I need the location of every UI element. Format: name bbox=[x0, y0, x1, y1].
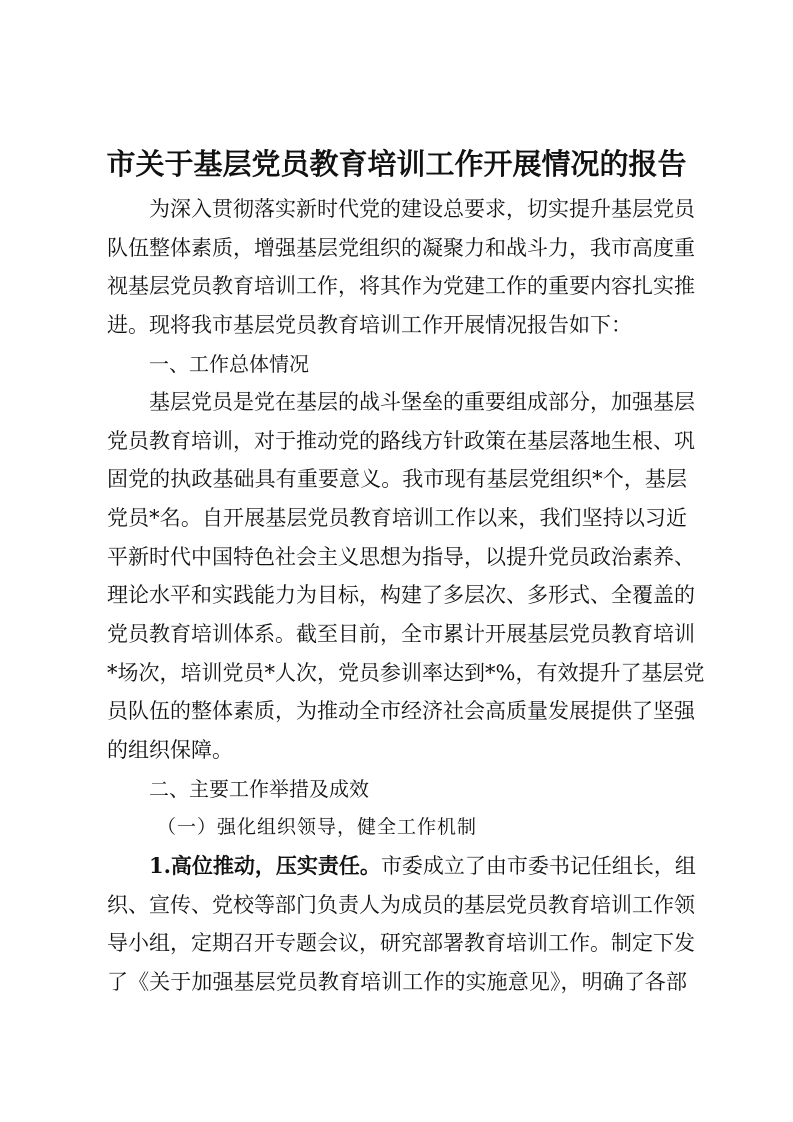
section1-line: 基层党员是党在基层的战斗堡垒的重要组成部分，加强基层 bbox=[149, 390, 695, 415]
intro-line: 视基层党员教育培训工作，将其作为党建工作的重要内容扎实推 bbox=[107, 274, 695, 299]
section1-line: 党员教育培训，对于推动党的路线方针政策在基层落地生根、巩 bbox=[107, 428, 695, 453]
subsection-heading: （一）强化组织领导，健全工作机制 bbox=[157, 816, 478, 839]
intro-line: 进。现将我市基层党员教育培训工作开展情况报告如下： bbox=[107, 312, 632, 337]
item-line: 织、宣传、党校等部门负责人为成员的基层党员教育培训工作领 bbox=[107, 892, 695, 917]
item-first-text: 市委成立了由市委书记任组长，组 bbox=[380, 853, 696, 878]
section1-line: 党员*名。自开展基层党员教育培训工作以来，我们坚持以习近 bbox=[107, 506, 687, 531]
section1-line: 固党的执政基础具有重要意义。我市现有基层党组织*个，基层 bbox=[107, 467, 687, 492]
section1-line: 员队伍的整体素质，为推动全市经济社会高质量发展提供了坚强 bbox=[107, 699, 695, 724]
item-line: 导小组，定期召开专题会议，研究部署教育培训工作。制定下发 bbox=[107, 931, 695, 956]
item-lead-text: 1.高位推动，压实责任。 bbox=[149, 852, 381, 878]
section1-line: 的组织保障。 bbox=[107, 737, 233, 762]
item-line: 了《关于加强基层党员教育培训工作的实施意见》，明确了各部 bbox=[107, 969, 687, 994]
item-line bbox=[107, 847, 696, 886]
section-heading-measures: 二、主要工作举措及成效 bbox=[149, 776, 369, 801]
section-heading-overall: 一、工作总体情况 bbox=[149, 351, 309, 376]
section1-line: 理论水平和实践能力为目标，构建了多层次、多形式、全覆盖的 bbox=[107, 583, 695, 608]
intro-line: 队伍整体素质，增强基层党组织的凝聚力和战斗力，我市高度重 bbox=[107, 235, 695, 260]
section1-line: *场次，培训党员*人次，党员参训率达到*%，有效提升了基层党 bbox=[107, 660, 705, 685]
document-body bbox=[107, 190, 705, 1001]
section1-line: 党员教育培训体系。截至目前，全市累计开展基层党员教育培训 bbox=[107, 622, 695, 647]
document-title: 市关于基层党员教育培训工作开展情况的报告 bbox=[106, 147, 687, 181]
intro-line: 为深入贯彻落实新时代党的建设总要求，切实提升基层党员 bbox=[149, 197, 695, 221]
section1-line: 平新时代中国特色社会主义思想为指导，以提升党员政治素养、 bbox=[107, 544, 695, 569]
